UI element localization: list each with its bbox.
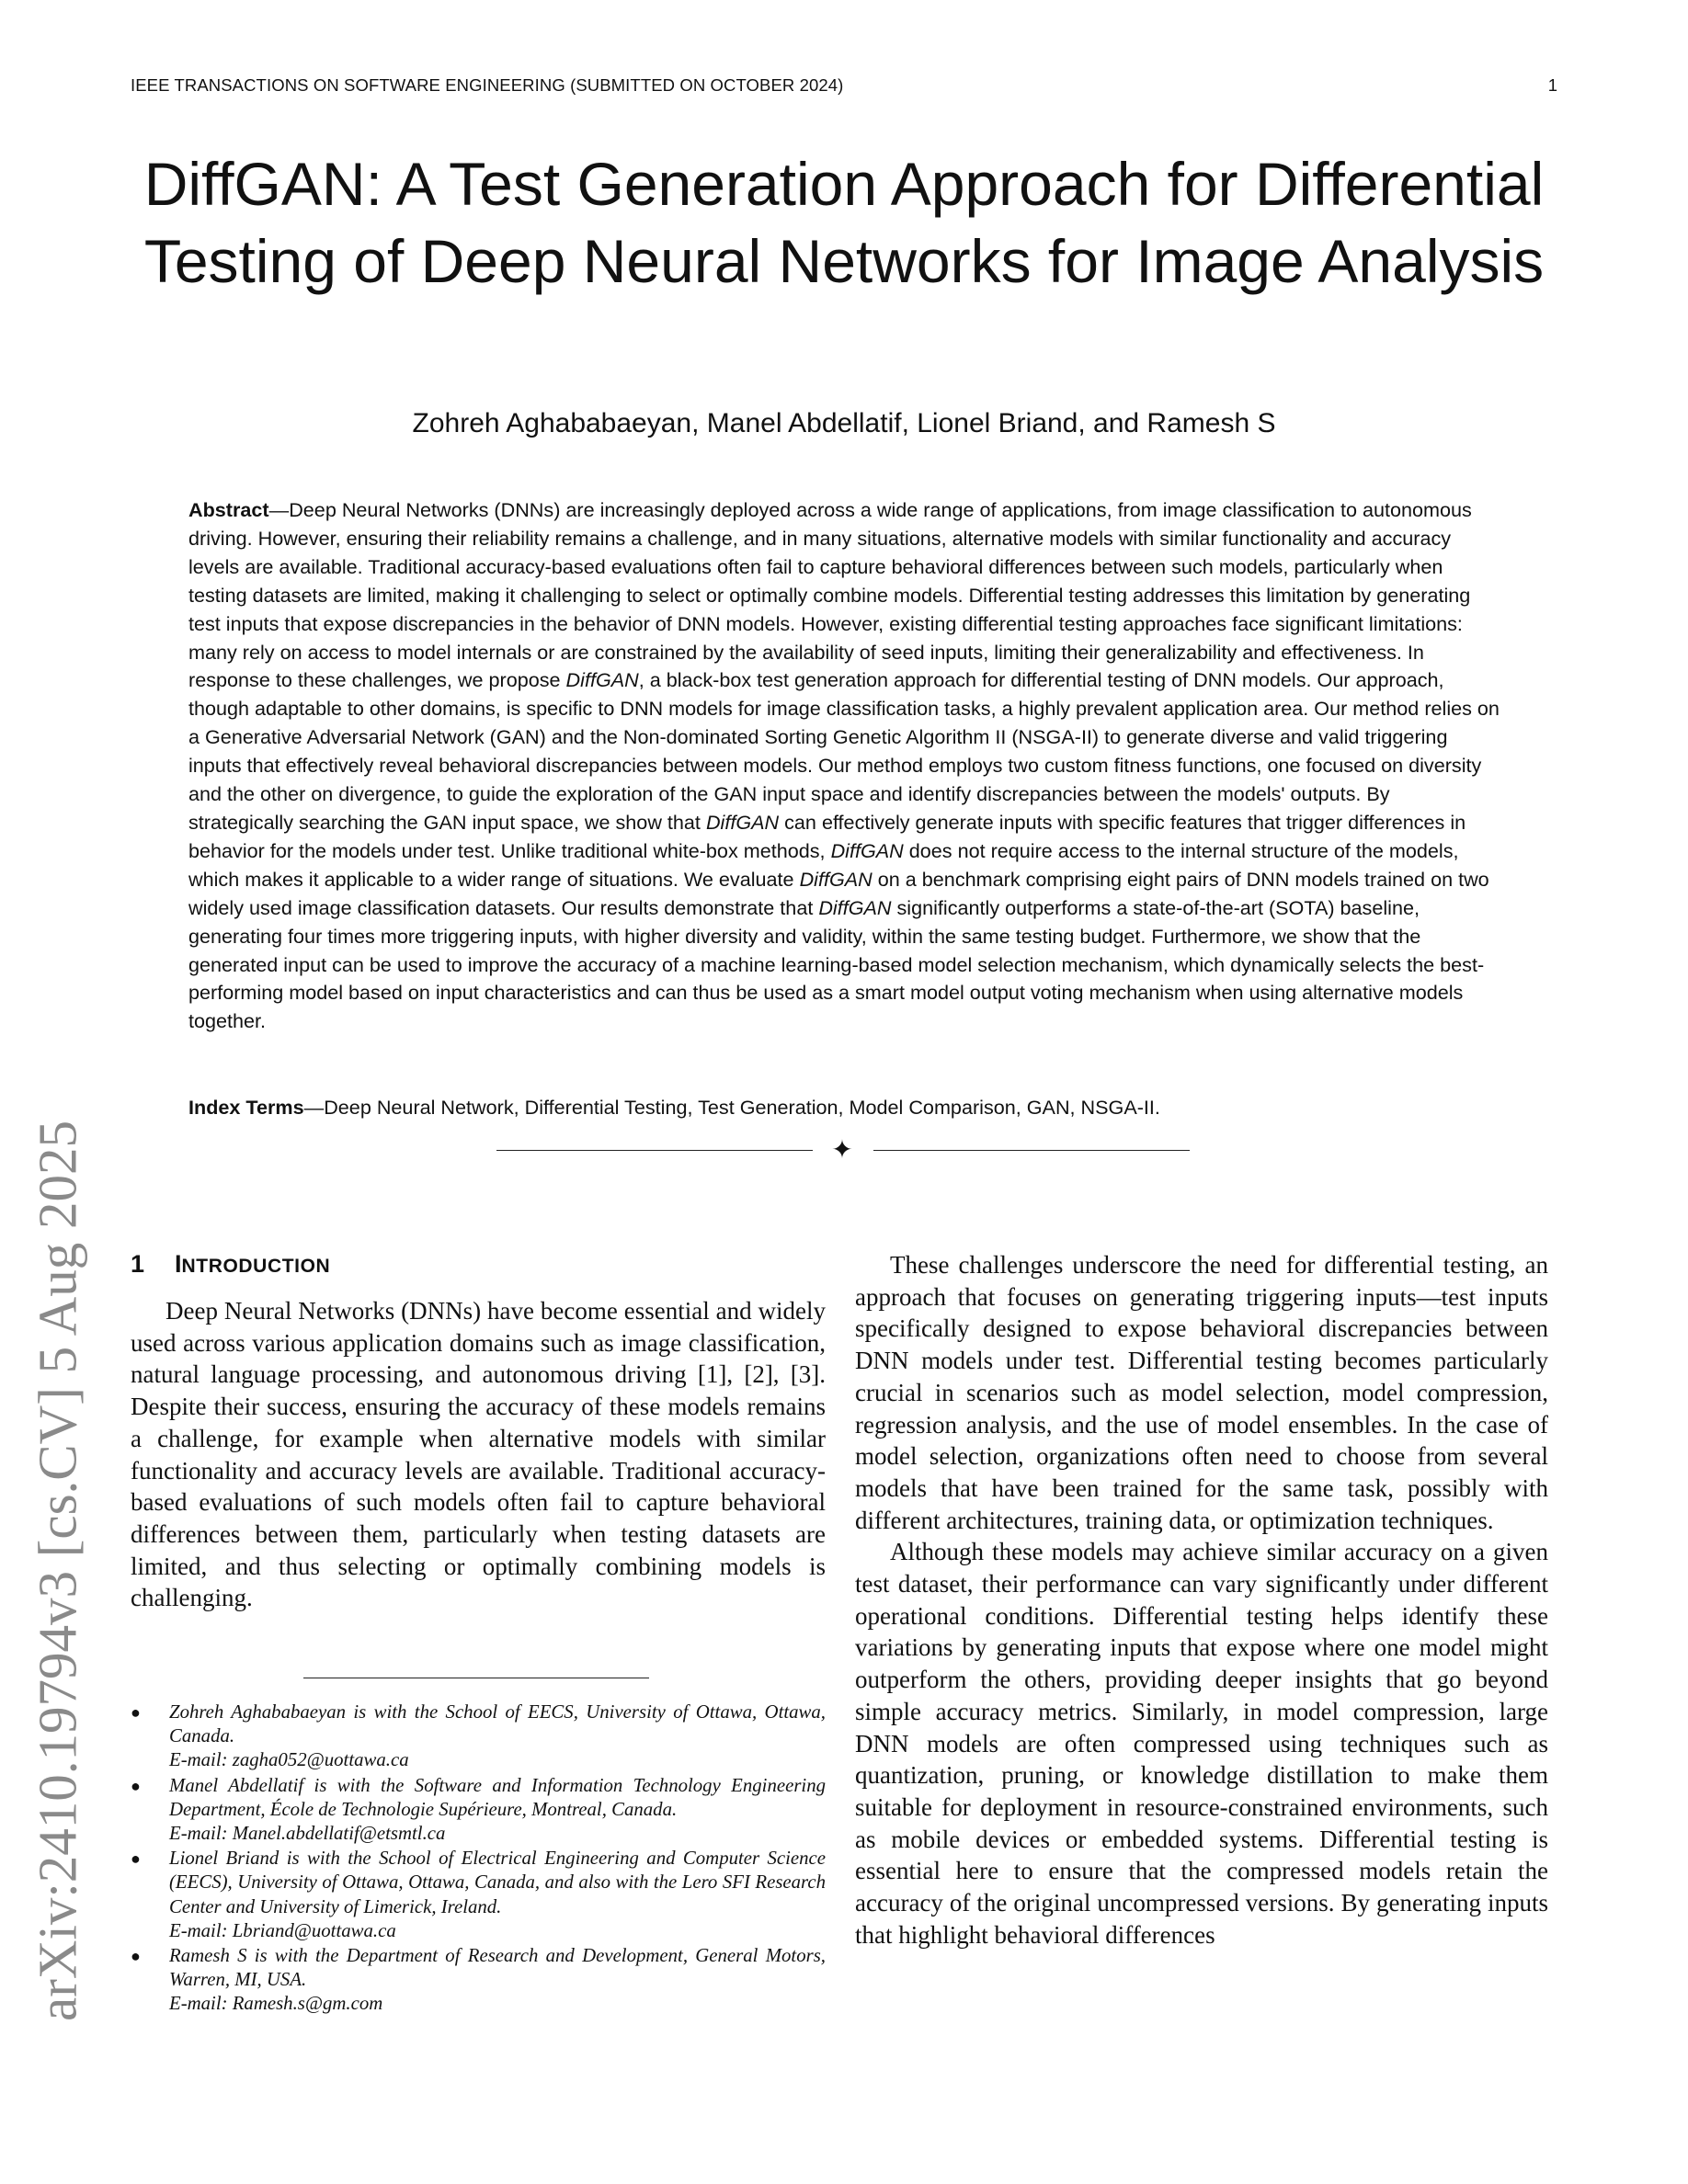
author-list: Zohreh Aghababaeyan, Manel Abdellatif, Lionel Briand, and Ramesh S bbox=[412, 408, 1276, 438]
running-header: IEEE TRANSACTIONS ON SOFTWARE ENGINEERING (SUBMITTED ON OCTOBER 2024) bbox=[131, 75, 844, 95]
abstract-text: significantly outperforms a state-of-the-art (SOTA) baseline, generating four times more triggering inputs, with higher diversity and validity, within the same testing budget. Furthermore, we show that the generated input can be used to improve the accuracy of a machine learning-based model selection mechanism, which dynamically selects the best-performing model based on input characteristics and can thus be used as a smart model output voting mechanism when using alternative models together. bbox=[188, 895, 1485, 1033]
footnote-text: Ramesh S is with the Department of Research and Development, General Motors, Warren, MI, USA. bbox=[169, 1945, 826, 1991]
separator-diamond-icon: ✦ bbox=[831, 1135, 853, 1164]
section-title-rest: NTRODUCTION bbox=[181, 1256, 331, 1277]
author-affiliation-footnotes bbox=[131, 1701, 826, 2018]
arxiv-identifier-stamp: arXiv:2410.19794v3 [cs.CV] 5 Aug 2025 bbox=[27, 1120, 88, 2021]
index-terms-label: Index Terms bbox=[188, 1096, 304, 1119]
abstract-emphasis: DiffGAN bbox=[830, 838, 904, 862]
paper-title: DiffGAN: A Test Generation Approach for Differential Testing of Deep Neural Networks for Image Analysis bbox=[143, 150, 1545, 295]
separator-line-right bbox=[873, 1150, 1190, 1151]
footnote-text: Lionel Briand is with the School of Electrical Engineering and Computer Science (EECS), University of Ottawa, Ottawa, Canada, and also with the Lero SFI Research Center and University of Limerick, Ireland. bbox=[169, 1848, 826, 1917]
abstract-text: does not require access to the internal structure of the models, which makes it applicable to a wider range of situations. We evaluate bbox=[188, 838, 1459, 891]
bullet-icon: ● bbox=[131, 1947, 141, 1966]
intro-paragraph: Deep Neural Networks (DNNs) have become essential and widely used across various application domains such as image classification, natural language processing, and autonomous driving [1], [2], [3]. Despite their success, ensuring the accuracy of these models remains a challenge, for example when alternative models with similar functionality and accuracy levels are available. Traditional accuracy-based evaluations of such models often fail to capture behavioral differences between them, particularly when testing datasets are limited, and thus selecting or optimally combining models is challenging. bbox=[131, 1297, 826, 1612]
bullet-icon: ● bbox=[131, 1849, 141, 1869]
abstract-text: , a black-box test generation approach for differential testing of DNN models. Our approach, though adaptable to other domains, is specific to DNN models for image classification tasks, a highly prevalent application area. Our method relies on a Generative Adversarial Network (GAN) and the Non-dominated Sorting Genetic Algorithm II (NSGA-II) to generate diverse and valid triggering inputs that effectively reveal behavioral discrepancies between models. Our method employs two custom fitness functions, one focused on diversity and the other on divergence, to guide the exploration of the GAN input space and identify discrepancies between the models' outputs. By strategically searching the GAN input space, we show that bbox=[188, 668, 1500, 834]
right-column bbox=[855, 1249, 1548, 1951]
separator-line-left bbox=[496, 1150, 813, 1151]
abstract bbox=[188, 496, 1500, 1036]
index-terms-text: —Deep Neural Network, Differential Testing, Test Generation, Model Comparison, GAN, NSGA-II. bbox=[303, 1096, 1160, 1119]
index-terms bbox=[188, 1094, 1500, 1121]
footnote-item bbox=[131, 1701, 826, 1773]
section-heading bbox=[131, 1250, 829, 1279]
footnote-text: Zohreh Aghababaeyan is with the School of EECS, University of Ottawa, Ottawa, Canada. bbox=[169, 1701, 826, 1747]
footnote-item bbox=[131, 1944, 826, 2017]
section-number: 1 bbox=[131, 1250, 145, 1278]
abstract-emphasis: DiffGAN bbox=[799, 867, 873, 891]
page-number: 1 bbox=[1547, 75, 1557, 95]
body-paragraph: These challenges underscore the need for differential testing, an approach that focuses on generating triggering inputs—test inputs specifically designed to expose behavioral discrepancies between DNN models under test. Differential testing becomes particularly crucial in scenarios such as model selection, model compression, regression analysis, and the use of model ensembles. In the case of model selection, organizations often need to choose from several models that have been trained for the same task, possibly with different architectures, training data, or optimization techniques. bbox=[855, 1251, 1548, 1534]
abstract-emphasis: DiffGAN bbox=[705, 810, 780, 834]
abstract-label: Abstract bbox=[188, 498, 269, 521]
body-paragraph: Although these models may achieve similar accuracy on a given test dataset, their performance can vary significantly under different operational conditions. Differential testing helps identify these variations by generating inputs that expose where one model might outperform the others, providing deeper insights that go beyond simple accuracy metrics. Similarly, in model compression, large DNN models are often compressed using techniques such as quantization, pruning, or knowledge distillation to make them suitable for deployment in resource-constrained environments, such as mobile devices or embedded systems. Differential testing is essential here to ensure that the compressed models retain the accuracy of the original uncompressed versions. By generating inputs that highlight behavioral differences bbox=[855, 1538, 1548, 1949]
abstract-text: —Deep Neural Networks (DNNs) are increasingly deployed across a wide range of applications, from image classification to autonomous driving. However, ensuring their reliability remains a challenge, and in many situations, alternative models with similar functionality and accuracy levels are available. Traditional accuracy-based evaluations often fail to capture behavioral differences between such models, particularly when testing datasets are limited, making it challenging to select or optimally combine models. Differential testing addresses this limitation by generating test inputs that expose discrepancies in the behavior of DNN models. However, existing differential testing approaches face significant limitations: many rely on access to model internals or are constrained by the availability of seed inputs, limiting their generalizability and effectiveness. In response to these challenges, we propose bbox=[188, 498, 1472, 692]
footnote-email: E-mail: Manel.abdellatif@etsmtl.ca bbox=[169, 1823, 446, 1845]
bullet-icon: ● bbox=[131, 1776, 141, 1795]
section-title-initial: I bbox=[175, 1250, 182, 1278]
footnote-item bbox=[131, 1774, 826, 1847]
left-column bbox=[131, 1295, 826, 1614]
footnote-email: E-mail: Ramesh.s@gm.com bbox=[169, 1993, 383, 2015]
abstract-emphasis: DiffGAN bbox=[818, 895, 892, 919]
footnote-email: E-mail: Lbriand@uottawa.ca bbox=[169, 1919, 396, 1941]
abstract-emphasis: DiffGAN bbox=[565, 668, 639, 692]
abstract-text: on a benchmark comprising eight pairs of DNN models trained on two widely used image classification datasets. Our results demonstrate that bbox=[188, 867, 1489, 919]
abstract-text: can effectively generate inputs with specific features that trigger differences in behavior for the models under test. Unlike traditional white-box methods, bbox=[188, 810, 1466, 862]
footnote-item bbox=[131, 1847, 826, 1943]
bullet-icon: ● bbox=[131, 1703, 141, 1722]
footnote-email: E-mail: zagha052@uottawa.ca bbox=[169, 1749, 409, 1771]
footnote-text: Manel Abdellatif is with the Software and Information Technology Engineering Department, École de Technologie Supérieure, Montreal, Canada. bbox=[169, 1774, 826, 1820]
